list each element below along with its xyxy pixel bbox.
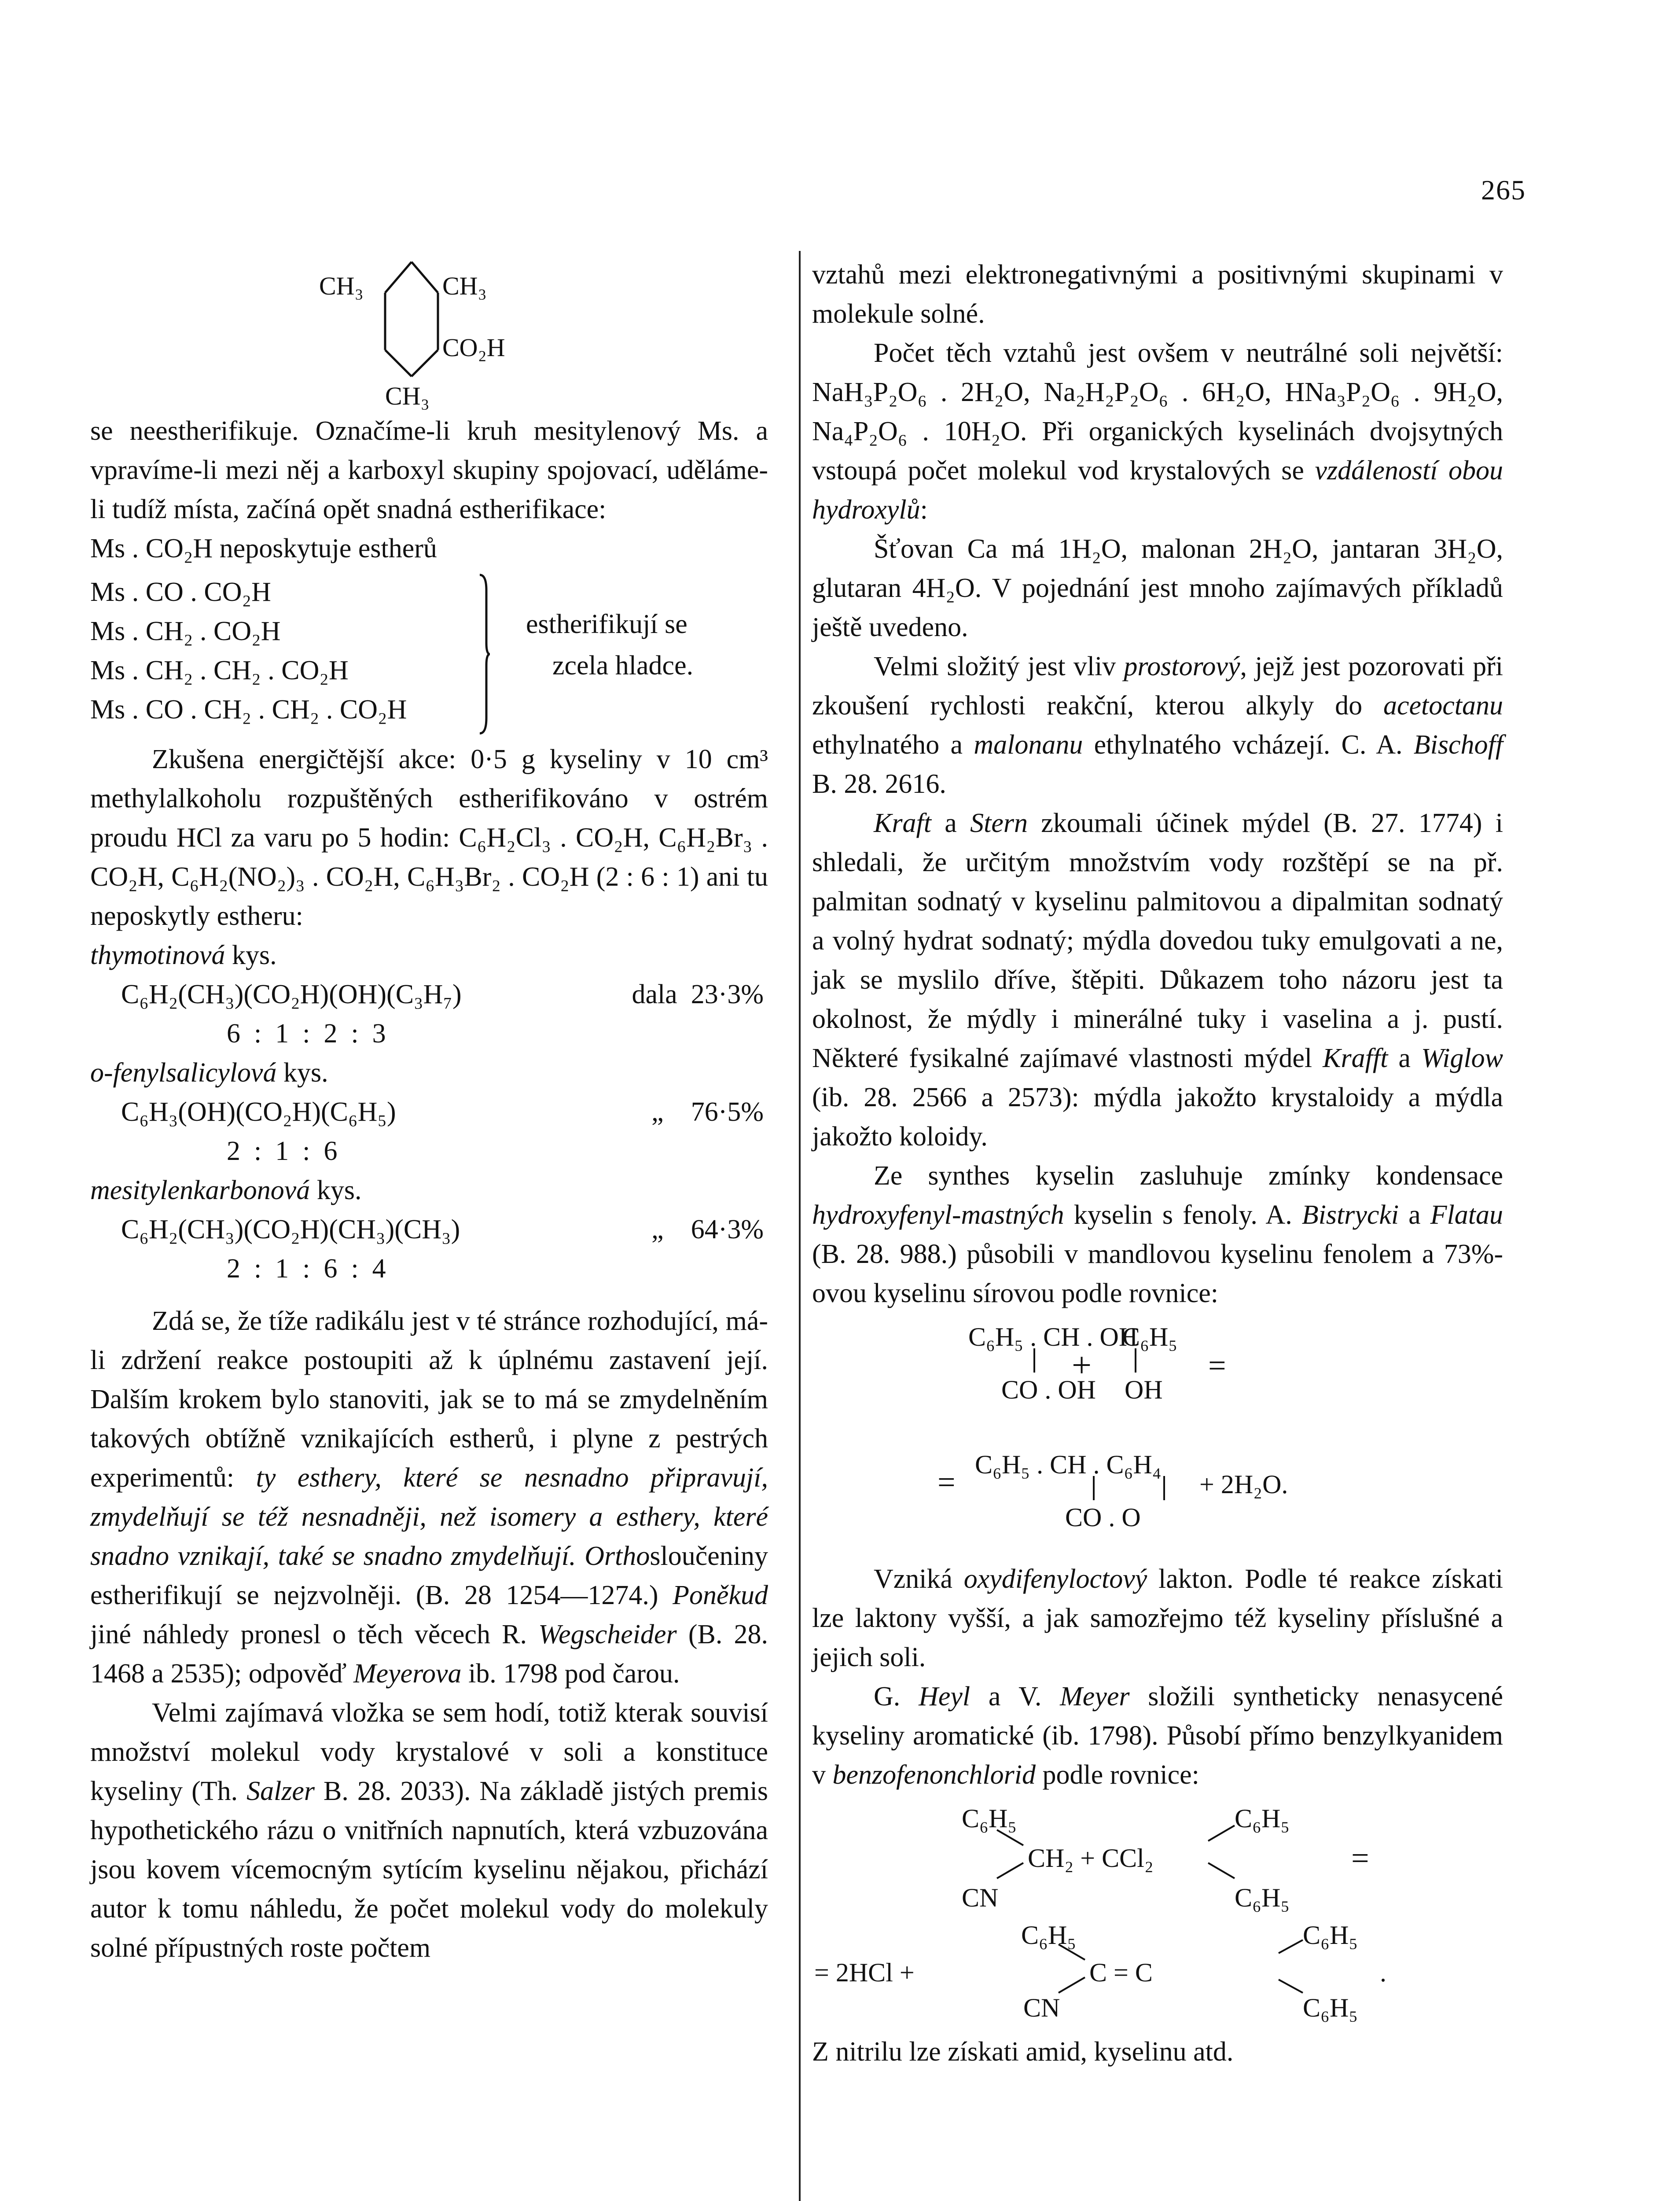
reaction-equation-1 (812, 1318, 1503, 1555)
text-run: Zdá se, že tíže radikálu jest v té stránce rozhodující, má-li zdržení reakce postoupiti až k úplnému zastavení její. Dalším krokem bylo stanoviti, jak se to má se zmydelněním takových obtížně vznikajících estherů, i plyne z pestrých experimentů: (90, 1306, 768, 1493)
acid-name: mesitylenkarbonová (90, 1175, 310, 1205)
acid-name: o-fenylsalicylová (90, 1058, 277, 1088)
acid-suffix: kys. (225, 940, 277, 970)
acid-suffix: kys. (276, 1058, 328, 1088)
text-run: a V. (970, 1682, 1060, 1711)
eq1-reactant-a: C₆H₅ . CH . OH (968, 1322, 1138, 1351)
ch3-right-label: CH₃ (442, 272, 487, 300)
curly-brace-icon (478, 573, 491, 736)
mesitylene-acid-structure (319, 244, 671, 412)
acid-verb: „ (651, 1215, 664, 1244)
eq2-phenyl: C₆H₅ (962, 1804, 1017, 1833)
text-run: jiné náhledy pronesl o těch věcech R. (90, 1619, 539, 1649)
paragraph (812, 1156, 1503, 1313)
text-run-italic: Wegscheider (538, 1619, 677, 1649)
eq2-alkene: C = C (1089, 1958, 1153, 1987)
ch3-left-label: CH₃ (319, 272, 364, 300)
text-run: Velmi složitý jest vliv (874, 651, 1124, 681)
text-run-italic: Wiglow (1421, 1043, 1503, 1073)
text-run: a (1399, 1200, 1430, 1230)
paragraph (90, 1693, 768, 1968)
text-run-italic: Poněkud (673, 1580, 768, 1610)
eq1-group: CO . OH (1001, 1375, 1096, 1404)
eq2-hcl: = 2HCl + (814, 1958, 915, 1987)
acid-entry (90, 1053, 768, 1171)
eq2-nitrile: CN (962, 1883, 999, 1912)
eq1-plus: + (1072, 1346, 1092, 1385)
text-run: kyselin s fenoly. A. (1064, 1200, 1302, 1230)
paragraph: Zkušena energičtější akce: 0·5 g kyseliny v 10 cm³ methylalkoholu rozpuštěných estherifikováno v ostrém proudu HCl za varu po 5 hodin: C₆H₂Cl₃ . CO₂H, C₆H₂Br₃ . CO₂H, C₆H₂(NO₂)₃ . CO₂H, C₆H₃Br₂ . CO₂H (2 : 6 : 1) ani tu neposkytly estheru: (90, 744, 768, 931)
eq1-lactone: CO . O (1065, 1503, 1141, 1532)
text-run: Velmi zajímavá vložka se sem hodí, totiž kterak souvisí množství molekul vody krystalové v soli a konstituce kyseliny (Th. (90, 1698, 768, 1806)
eq2-phenyl: C₆H₅ (1235, 1883, 1290, 1912)
ester-formula: Ms . CH₂ . CH₂ . CO₂H (90, 655, 349, 685)
text-run-italic: hydroxyfenyl-mastných (812, 1200, 1064, 1230)
paragraph (812, 334, 1503, 530)
text-run: (ib. 28. 2566 a 2573): mýdla jakožto krystaloidy a mýdla jakožto koloidy. (812, 1082, 1503, 1152)
text-run: (B. 28. 988.) působili v mandlovou kyselinu fenolem a 73%-ovou kyselinu sírovou podle rovnice: (812, 1239, 1503, 1308)
acid-verb: „ (651, 1097, 664, 1127)
ester-formula: Ms . CH₂ . CO₂H (90, 616, 281, 646)
acid-yield: 23·3% (691, 979, 764, 1009)
text-run-italic: Heyl (919, 1682, 971, 1711)
eq1-water: + 2H₂O. (1199, 1470, 1288, 1499)
ester-note-line: estherifikují se (526, 609, 687, 639)
acid-formula: C₆H₂(CH₃)(CO₂H)(CH₃)(CH₃) (121, 1215, 460, 1244)
text-run: Počet těch vztahů jest ovšem v neutrálné soli největší: NaH₃P₂O₆ . 2H₂O, Na₂H₂P₂O₆ . 6H₂O, HNa₃P₂O₆ . 9H₂O, Na₄P₂O₆ . 10H₂O. Při organických kyselinách dvojsytných vstoupá počet molekul vod krystalových se (812, 338, 1503, 486)
acid-verb: dala (632, 979, 677, 1009)
text-run: G. (874, 1682, 919, 1711)
text-run: zkoumali účinek mýdel (B. 27. 1774) i shledali, že určitým množstvím vody rozštěpí se na př. palmitan sodnatý v kyselinu palmitovou a dipalmitan sodnatý a volný hydrat sodnatý; mýdla dovedou tuky emulgovati a ne, jak se myslilo dříve, štěpiti. Důkazem toho názoru jest ta okolnost, že mýdly i minerálné tuky i vaselina a j. pustí. Některé fysikalné zajímavé vlastnosti mýdel (812, 808, 1503, 1073)
eq1-product: C₆H₅ . CH . C₆H₄ (975, 1450, 1162, 1479)
acid-suffix: kys. (310, 1175, 362, 1205)
eq1-group: OH (1125, 1375, 1163, 1404)
text-run-italic: malonanu (974, 730, 1083, 760)
paragraph: vztahů mezi elektronegativnými a positivnými skupinami v molekule solné. (812, 260, 1503, 329)
text-run-italic: Salzer (246, 1776, 315, 1806)
text-run: sloučeniny estherifikují se nejzvolněji. (B. 28 1254—1274.) (90, 1541, 768, 1610)
text-run-italic: Flatau (1430, 1200, 1503, 1230)
eq2-reactants: CH₂ + CCl₂ (1028, 1844, 1154, 1873)
text-run: podle rovnice: (1036, 1760, 1199, 1790)
acid-formula: C₆H₃(OH)(CO₂H)(C₆H₅) (121, 1097, 396, 1127)
text-run: Vzniká (874, 1564, 964, 1594)
co2h-label: CO₂H (442, 333, 505, 362)
text-run-italic: benzofenonchlorid (832, 1760, 1036, 1790)
bond-lines-drawing (812, 1799, 1503, 2028)
text-run-italic: Bistrycki (1301, 1200, 1399, 1230)
text-run: , jejž jest pozorovati při zkoušení rychlosti reakční, kterou alkyly do (812, 651, 1503, 721)
eq1-equals: = (1208, 1348, 1226, 1383)
text-run-italic: Meyer (1060, 1682, 1130, 1711)
eq2-phenyl: C₆H₅ (1303, 1993, 1358, 2022)
text-run-italic: vzdáleností obou hydroxylů (812, 456, 1503, 525)
text-run-italic: Stern (970, 808, 1028, 838)
eq2-phenyl: C₆H₅ (1235, 1804, 1290, 1833)
ester-formula: Ms . CO . CO₂H (90, 577, 271, 607)
paragraph (812, 1560, 1503, 1677)
text-run: a (1388, 1043, 1421, 1073)
acid-formula: C₆H₂(CH₃)(CO₂H)(OH)(C₃H₇) (121, 979, 462, 1009)
text-run-italic: Bischoff (1413, 730, 1503, 760)
text-run-italic: prostorový (1124, 651, 1240, 681)
ester-list (90, 573, 768, 740)
left-column (90, 244, 768, 1968)
text-run: lakton. Podle té reakce získati lze laktony vyšší, a jak samozřejmo též kyseliny příslušné a jejich soli. (812, 1564, 1503, 1672)
ester-note (526, 604, 693, 686)
text-run-italic: ty esthery, které se nesnadno připravují, zmydelňují se též nesnadněji, než isomery a esthery, které snadno vznikají, také se snadno zmydelňují. Ortho (90, 1463, 768, 1571)
eq2-equals: = (1351, 1840, 1369, 1876)
acid-name: thymotinová (90, 940, 225, 970)
eq2-phenyl: C₆H₅ (1021, 1921, 1077, 1950)
acid-entry (90, 1171, 768, 1288)
acid-yield: 76·5% (691, 1097, 764, 1127)
paragraph: Ms . CO₂H neposkytuje estherů (90, 534, 437, 563)
text-run: ethylnatého vcházejí. C. A. (1083, 730, 1414, 760)
paragraph (812, 1677, 1503, 1795)
text-run-italic: Krafft (1323, 1043, 1388, 1073)
acid-entry (90, 936, 768, 1053)
paragraph: se neestherifikuje. Označíme-li kruh mesitylenový Ms. a vpravíme-li mezi něj a karboxyl skupiny spojovací, uděláme-li tudíž místa, začíná opět snadná estherifikace: (90, 416, 768, 524)
text-run: (B. 28. 1468 a 2535); odpověď (90, 1619, 768, 1689)
text-run-italic: oxydifenyloctový (963, 1564, 1147, 1594)
text-run: ib. 1798 pod čarou. (461, 1659, 680, 1689)
ester-note-line: zcela hladce. (552, 651, 694, 681)
text-run: složili syntheticky nenasycené kyseliny aromatické (ib. 1798). Působí přímo benzylkyanidem v (812, 1682, 1503, 1790)
reaction-equation-2 (812, 1799, 1503, 2028)
text-run-italic: acetoctanu (1383, 691, 1503, 721)
text-run-italic: Kraft (874, 808, 931, 838)
acid-ratio: 6 : 1 : 2 : 3 (227, 1019, 386, 1049)
ch3-bottom-label: CH₃ (385, 382, 430, 410)
text-run: : (920, 495, 928, 525)
eq2-period: . (1380, 1958, 1386, 1987)
acid-ratio: 2 : 1 : 6 (227, 1136, 338, 1166)
paragraph (812, 647, 1503, 804)
eq2-phenyl: C₆H₅ (1303, 1921, 1358, 1950)
text-run: ethylnatého a (812, 730, 974, 760)
right-column (812, 255, 1503, 2072)
text-run: Ze synthes kyselin zasluhuje zmínky kondensace (874, 1161, 1503, 1191)
paragraph (90, 1302, 768, 1693)
text-run: B. 28. 2616. (812, 769, 946, 799)
eq1-reactant-b: C₆H₅ (1122, 1322, 1178, 1351)
text-run-italic: Meyerova (353, 1659, 462, 1689)
column-rule (799, 251, 801, 2201)
text-run: a (931, 808, 971, 838)
eq1-equals: = (937, 1465, 956, 1500)
text-run: B. 28. 2033). Na základě jistých premis hypothetického rázu o vnitřních napnutích, která vzbuzována jsou kovem vícemocným sytícím kyselinu nějakou, přichází autor k tomu náhledu, že počet molekul vody do molekuly solné přípustných roste počtem (90, 1776, 768, 1963)
paragraph: Z nitrilu lze získati amid, kyselinu atd. (812, 2037, 1234, 2067)
acid-ratio: 2 : 1 : 6 : 4 (227, 1254, 386, 1284)
paragraph (812, 804, 1503, 1156)
paragraph: Šťovan Ca má 1H₂O, malonan 2H₂O, jantaran 3H₂O, glutaran 4H₂O. V pojednání jest mnoho zajímavých příkladů ještě uvedeno. (812, 534, 1503, 642)
page-number: 265 (1481, 174, 1526, 206)
acid-yield: 64·3% (691, 1215, 764, 1244)
ester-formula: Ms . CO . CH₂ . CH₂ . CO₂H (90, 695, 407, 725)
eq2-nitrile: CN (1023, 1993, 1060, 2022)
